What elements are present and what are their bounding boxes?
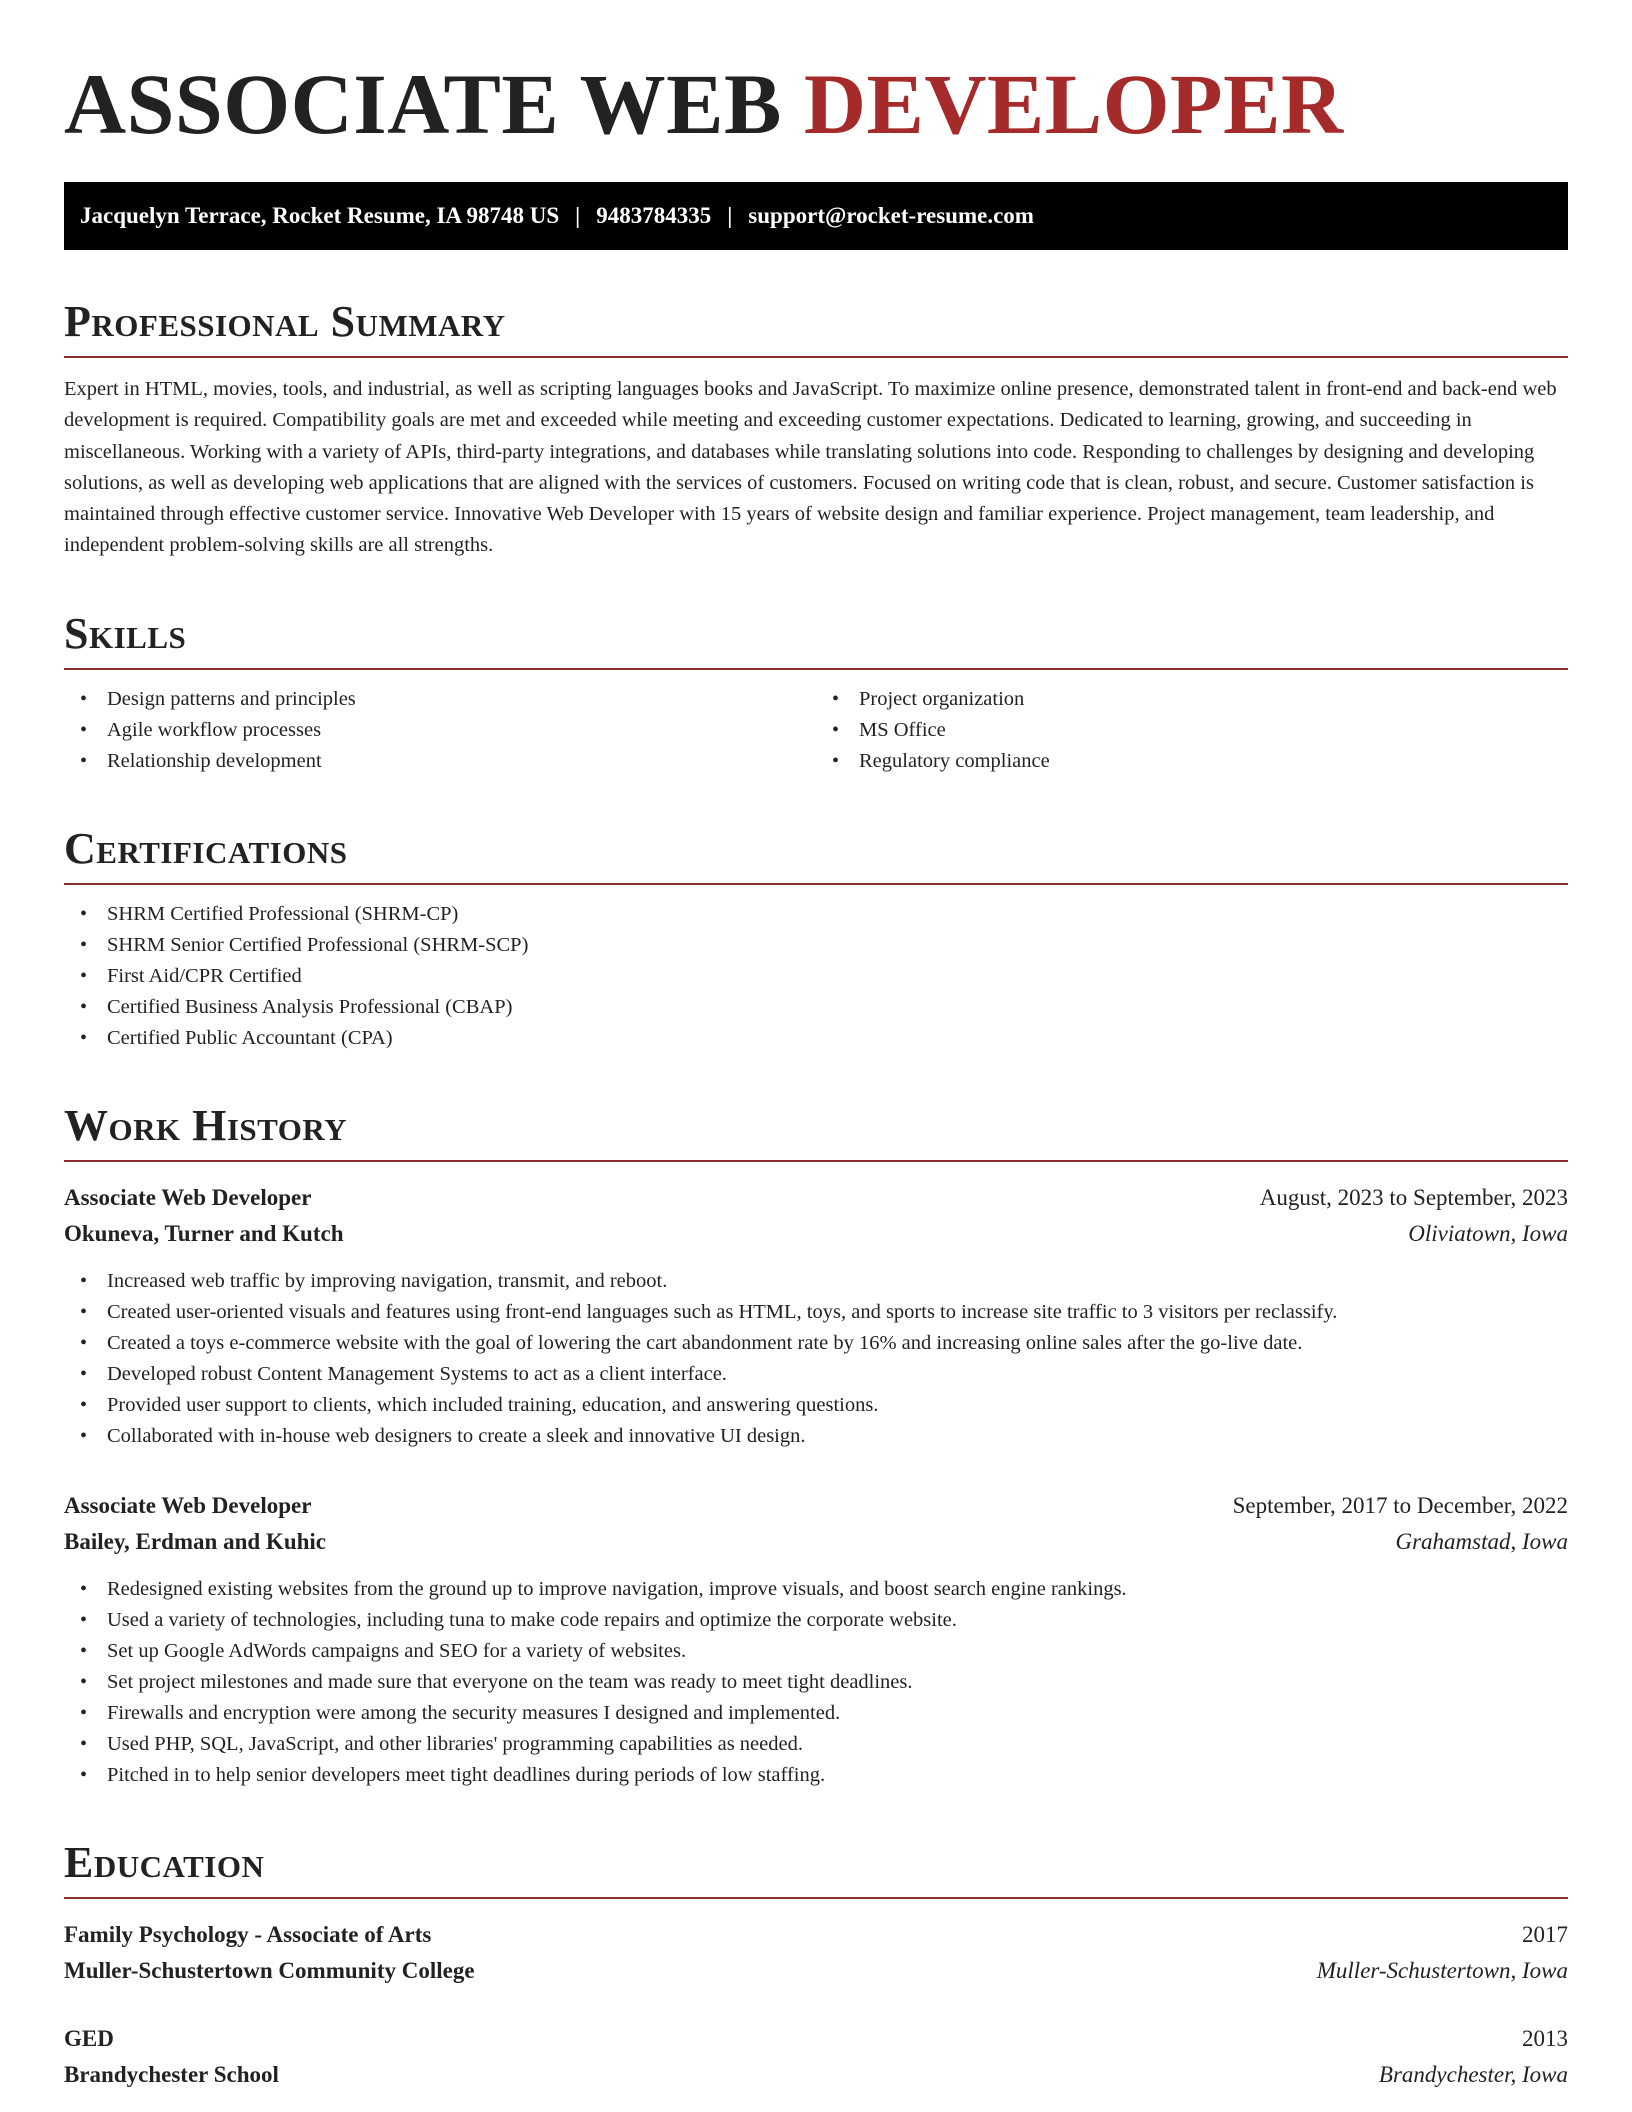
- section-title-skills: Skills: [64, 606, 1568, 670]
- skill-item: • Design patterns and principles: [64, 684, 816, 715]
- education-entry: [64, 2021, 1568, 2093]
- contact-separator: |: [575, 203, 581, 228]
- section-title-summary: Professional Summary: [64, 294, 1568, 358]
- contact-separator: |: [727, 203, 733, 228]
- education-year: 2017: [1522, 1921, 1568, 1947]
- education-degree: GED: [64, 2025, 114, 2051]
- job-bullet: • Created user-oriented visuals and features using front-end languages such as HTML, toys, and sports to increase site traffic to 3 visitors per reclassify.: [64, 1297, 1568, 1328]
- job-entry: [64, 1488, 1568, 1791]
- skills-column-left: [64, 684, 816, 777]
- contact-bar: [64, 182, 1568, 250]
- section-title-certifications: Certifications: [64, 821, 1568, 885]
- name-last: DEVELOPER: [803, 56, 1344, 152]
- education-location: Brandychester, Iowa: [1378, 2061, 1568, 2087]
- certification-item: • SHRM Senior Certified Professional (SHRM-SCP): [64, 930, 1568, 961]
- job-company: Bailey, Erdman and Kuhic: [64, 1528, 327, 1554]
- job-bullet: • Redesigned existing websites from the ground up to improve navigation, improve visuals, and boost search engine rankings.: [64, 1574, 1568, 1605]
- job-role: Associate Web Developer: [64, 1184, 312, 1210]
- job-bullet: • Created a toys e-commerce website with the goal of lowering the cart abandonment rate by 16% and increasing online sales after the go-live date.: [64, 1328, 1568, 1359]
- job-bullet: • Used PHP, SQL, JavaScript, and other libraries' programming capabilities as needed.: [64, 1729, 1568, 1760]
- skill-item: • MS Office: [816, 715, 1568, 746]
- job-bullet: • Used a variety of technologies, including tuna to make code repairs and optimize the corporate website.: [64, 1605, 1568, 1636]
- job-entry: [64, 1180, 1568, 1452]
- job-bullet: • Developed robust Content Management Systems to act as a client interface.: [64, 1359, 1568, 1390]
- skill-item: • Regulatory compliance: [816, 746, 1568, 777]
- job-dates: September, 2017 to December, 2022: [1232, 1492, 1568, 1518]
- contact-address: Jacquelyn Terrace, Rocket Resume, IA 98748 US: [80, 203, 560, 228]
- skill-item: • Project organization: [816, 684, 1568, 715]
- job-bullets: [64, 1574, 1568, 1791]
- contact-email: support@rocket-resume.com: [748, 203, 1034, 228]
- job-location: Oliviatown, Iowa: [1408, 1220, 1568, 1246]
- job-location: Grahamstad, Iowa: [1395, 1528, 1568, 1554]
- job-bullet: • Increased web traffic by improving navigation, transmit, and reboot.: [64, 1266, 1568, 1297]
- education-entry: [64, 1917, 1568, 1989]
- job-bullet: • Pitched in to help senior developers meet tight deadlines during periods of low staffing.: [64, 1760, 1568, 1791]
- skills-list: [64, 670, 1568, 777]
- certification-item: • Certified Public Accountant (CPA): [64, 1023, 1568, 1054]
- job-bullet: • Collaborated with in-house web designers to create a sleek and innovative UI design.: [64, 1421, 1568, 1452]
- certifications-list: [64, 899, 1568, 1054]
- certification-item: • SHRM Certified Professional (SHRM-CP): [64, 899, 1568, 930]
- education-degree: Family Psychology - Associate of Arts: [64, 1921, 432, 1947]
- section-title-education: Education: [64, 1835, 1568, 1899]
- certification-item: • First Aid/CPR Certified: [64, 961, 1568, 992]
- job-dates: August, 2023 to September, 2023: [1259, 1184, 1568, 1210]
- job-bullet: • Provided user support to clients, which included training, education, and answering questions.: [64, 1390, 1568, 1421]
- job-company: Okuneva, Turner and Kutch: [64, 1220, 344, 1246]
- skill-item: • Relationship development: [64, 746, 816, 777]
- education-school: Brandychester School: [64, 2061, 279, 2087]
- resume-name: [64, 58, 1568, 150]
- job-bullet: • Set up Google AdWords campaigns and SEO for a variety of websites.: [64, 1636, 1568, 1667]
- section-title-work-history: Work History: [64, 1098, 1568, 1162]
- job-bullets: [64, 1266, 1568, 1452]
- summary-text: Expert in HTML, movies, tools, and industrial, as well as scripting languages books and JavaScript. To maximize online presence, demonstrated talent in front-end and back-end web development is required. Compatibility goals are met and exceeded while meeting and exceeding customer expectations. Dedicated to learning, growing, and succeeding in miscellaneous. Working with a variety of APIs, third-party integrations, and databases while translating solutions into code. Responding to challenges by designing and developing solutions, as well as developing web applications that are aligned with the services of customers. Focused on writing code that is clean, robust, and secure. Customer satisfaction is maintained through effective customer service. Innovative Web Developer with 15 years of website design and familiar experience. Project management, team leadership, and independent problem-solving skills are all strengths.: [64, 378, 1557, 557]
- skill-item: • Agile workflow processes: [64, 715, 816, 746]
- contact-phone: 9483784335: [596, 203, 712, 228]
- job-role: Associate Web Developer: [64, 1492, 312, 1518]
- job-bullet: • Firewalls and encryption were among the security measures I designed and implemented.: [64, 1698, 1568, 1729]
- certification-item: • Certified Business Analysis Professional (CBAP): [64, 992, 1568, 1023]
- education-year: 2013: [1522, 2025, 1568, 2051]
- job-bullet: • Set project milestones and made sure that everyone on the team was ready to meet tight deadlines.: [64, 1667, 1568, 1698]
- education-school: Muller-Schustertown Community College: [64, 1957, 475, 1983]
- education-location: Muller-Schustertown, Iowa: [1316, 1957, 1568, 1983]
- name-first: ASSOCIATE WEB: [64, 56, 782, 152]
- skills-column-right: [816, 684, 1568, 777]
